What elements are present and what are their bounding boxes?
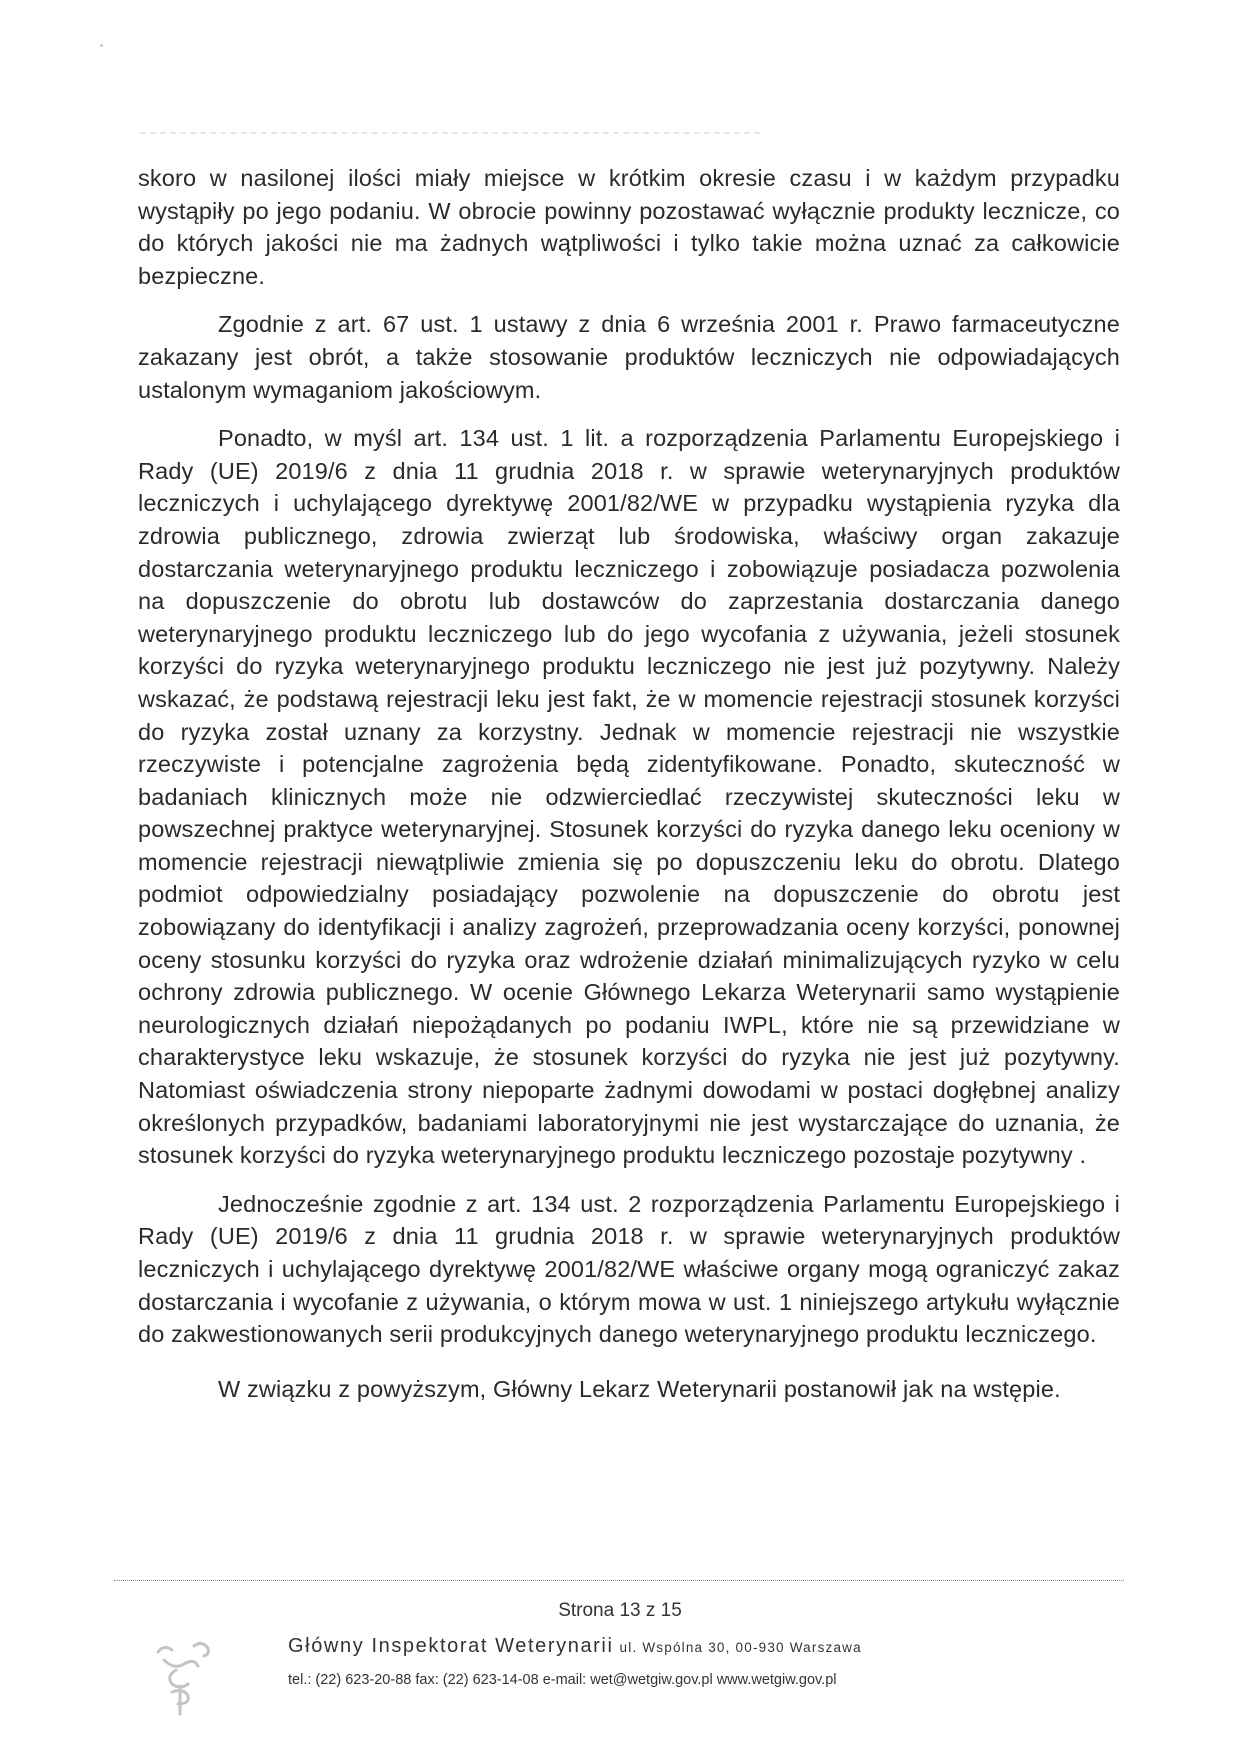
contact-line: tel.: (22) 623-20-88 fax: (22) 623-14-08 e-mail: wet@wetgiw.gov.pl www.wetgiw.gov.pl [288,1672,837,1688]
paragraph-1: skoro w nasilonej ilości miały miejsce w krótkim okresie czasu i w każdym przypadku wystąpiły po jego podaniu. W obrocie powinny pozostawać wyłącznie produkty lecznicze, co do których jakości nie ma żadnych wątpliwości i tylko takie można uznać za całkowicie bezpieczne. [138,165,1120,289]
scan-speck [100,44,103,47]
organization-address: ul. Wspólna 30, 00-930 Warszawa [619,1640,862,1655]
page-number: Strona 13 z 15 [558,1600,682,1621]
footer-separator [114,1580,1124,1581]
organization-line [288,1635,862,1658]
paragraph-4: Jednocześnie zgodnie z art. 134 ust. 2 rozporządzenia Parlamentu Europejskiego i Rady (UE) 2019/6 z dnia 11 grudnia 2018 r. w sprawie weterynaryjnych produktów leczniczych i uchylającego dyrektywę 2001/82/WE właściwe organy mogą ograniczyć zakaz dostarczania i wycofanie z używania, o którym mowa w ust. 1 niniejszego artykułu wyłącznie do zakwestionowanych serii produkcyjnych danego weterynaryjnego produktu leczniczego. [138,1190,1120,1348]
paragraph-2: Zgodnie z art. 67 ust. 1 ustawy z dnia 6 września 2001 r. Prawo farmaceutyczne zakazany jest obrót, a także stosowanie produktów leczniczych nie odpowiadających ustalonym wymaganiom jakościowym. [138,311,1120,403]
caduceus-logo-icon [150,1630,230,1720]
document-body [138,162,1120,1405]
top-separator [140,132,760,134]
paragraph-5: W związku z powyższym, Główny Lekarz Weterynarii postanowił jak na wstępie. [218,1375,1061,1402]
organization-name: Główny Inspektorat Weterynarii [288,1635,614,1657]
paragraph-3: Ponadto, w myśl art. 134 ust. 1 lit. a rozporządzenia Parlamentu Europejskiego i Rady (UE) 2019/6 z dnia 11 grudnia 2018 r. w sprawie weterynaryjnych produktów leczniczych i uchylającego dyrektywę 2001/82/WE w przypadku wystąpienia ryzyka dla zdrowia publicznego, zdrowia zwierząt lub środowiska, właściwy organ zakazuje dostarczania weterynaryjnego produktu leczniczego i zobowiązuje posiadacza pozwolenia na dopuszczenie do obrotu lub dostawców do zaprzestania dostarczania danego weterynaryjnego produktu leczniczego lub do jego wycofania z używania, jeżeli stosunek korzyści do ryzyka weterynaryjnego produktu leczniczego nie jest już pozytywny. Należy wskazać, że podstawą rejestracji leku jest fakt, że w momencie rejestracji stosunek korzyści do ryzyka został uznany za korzystny. Jednak w momencie rejestracji nie wszystkie rzeczywiste i potencjalne zagrożenia będą zidentyfikowane. Ponadto, skuteczność w badaniach klinicznych może nie odzwierciedlać rzeczywistej skuteczności leku w powszechnej praktyce weterynaryjnej. Stosunek korzyści do ryzyka danego leku oceniony w momencie rejestracji niewątpliwie zmienia się po dopuszczeniu leku do obrotu. Dlatego podmiot odpowiedzialny posiadający pozwolenie na dopuszczenie do obrotu jest zobowiązany do identyfikacji i analizy zagrożeń, przeprowadzania oceny korzyści, ponownej oceny stosunku korzyści do ryzyka oraz wdrożenie działań minimalizujących ryzyko w celu ochrony zdrowia publicznego. W ocenie Głównego Lekarza Weterynarii samo wystąpienie neurologicznych działań niepożądanych po podaniu IWPL, które nie są przewidziane w charakterystyce leku wskazuje, że stosunek korzyści do ryzyka nie jest już pozytywny. Natomiast oświadczenia strony niepoparte żadnymi dowodami w postaci dogłębnej analizy określonych przypadków, badaniami laboratoryjnymi nie jest wystarczające do uznania, że stosunek korzyści do ryzyka weterynaryjnego produktu leczniczego pozostaje pozytywny . [138,425,1120,1169]
